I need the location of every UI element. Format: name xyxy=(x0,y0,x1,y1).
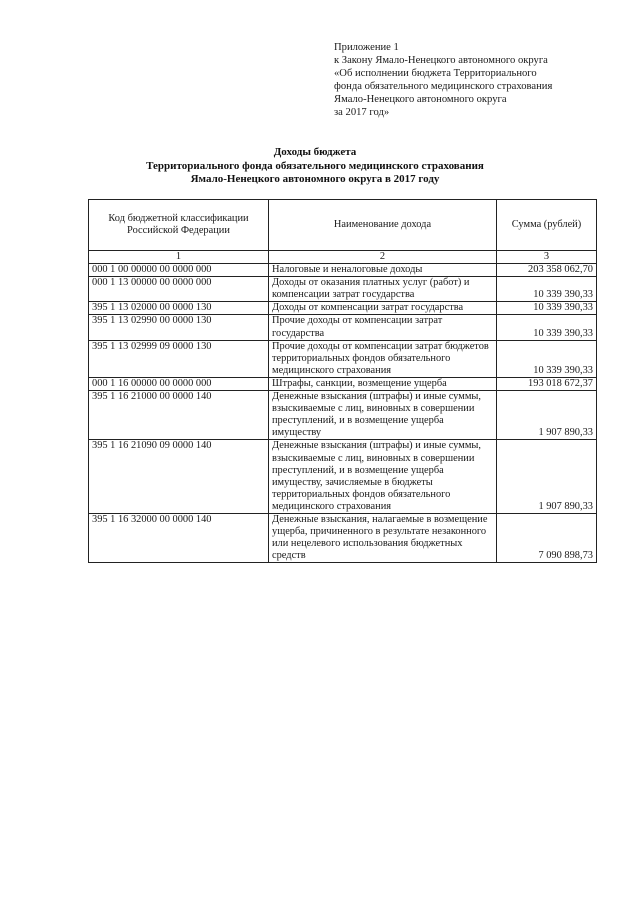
appendix-note xyxy=(334,42,624,119)
column-number: 2 xyxy=(269,251,497,264)
header-amount: Сумма (рублей) xyxy=(497,200,597,251)
table-row xyxy=(89,264,597,277)
row-code: 000 1 13 00000 00 0000 000 xyxy=(89,277,269,302)
row-amount: 203 358 062,70 xyxy=(497,264,597,277)
row-code: 000 1 16 00000 00 0000 000 xyxy=(89,377,269,390)
appendix-line: Ямало-Ненецкого автономного округа xyxy=(334,93,507,105)
row-name: Денежные взыскания (штрафы) и иные суммы, взыскиваемые с лиц, виновных в совершении преступлений, и в возмещение ущерба имуществу, зачисляемые в бюджеты территориальных фондов обязательного медицинского страхования xyxy=(269,440,497,514)
row-name: Штрафы, санкции, возмещение ущерба xyxy=(269,377,497,390)
row-amount: 10 339 390,33 xyxy=(497,340,597,377)
table-row xyxy=(89,513,597,562)
row-name: Прочие доходы от компенсации затрат государства xyxy=(269,315,497,340)
column-number: 3 xyxy=(497,251,597,264)
document-title xyxy=(0,146,630,187)
title-line-1: Доходы бюджета xyxy=(273,146,357,158)
row-amount: 1 907 890,33 xyxy=(497,391,597,440)
row-code: 395 1 13 02990 00 0000 130 xyxy=(89,315,269,340)
title-line-2: Территориального фонда обязательного медицинского страхования xyxy=(146,159,484,172)
table-row xyxy=(89,391,597,440)
header-code: Код бюджетной классификации Российской Федерации xyxy=(89,200,269,251)
table-row xyxy=(89,315,597,340)
appendix-line: фонда обязательного медицинского страхования xyxy=(334,80,553,92)
row-code: 395 1 16 21090 09 0000 140 xyxy=(89,440,269,514)
row-amount: 193 018 672,37 xyxy=(497,377,597,390)
row-name: Денежные взыскания, налагаемые в возмещение ущерба, причиненного в результате незаконного или нецелевого использования бюджетных средств xyxy=(269,513,497,562)
row-amount: 1 907 890,33 xyxy=(497,440,597,514)
table-row xyxy=(89,377,597,390)
row-code: 395 1 16 32000 00 0000 140 xyxy=(89,513,269,562)
row-amount: 7 090 898,73 xyxy=(497,513,597,562)
appendix-line: к Закону Ямало-Ненецкого автономного округа xyxy=(334,54,548,66)
table-row xyxy=(89,340,597,377)
appendix-line: Приложение 1 xyxy=(334,42,399,53)
header-name: Наименование дохода xyxy=(269,200,497,251)
column-number: 1 xyxy=(89,251,269,264)
row-amount: 10 339 390,33 xyxy=(497,315,597,340)
row-amount: 10 339 390,33 xyxy=(497,302,597,315)
table-header-row xyxy=(89,200,597,251)
row-code: 395 1 13 02000 00 0000 130 xyxy=(89,302,269,315)
income-table xyxy=(88,199,597,563)
row-code: 000 1 00 00000 00 0000 000 xyxy=(89,264,269,277)
title-line-3: Ямало-Ненецкого автономного округа в 2017 году xyxy=(190,173,440,185)
table-row xyxy=(89,440,597,514)
appendix-line: за 2017 год» xyxy=(334,106,390,118)
table-row xyxy=(89,277,597,302)
row-name: Доходы от оказания платных услуг (работ) и компенсации затрат государства xyxy=(269,277,497,302)
row-name: Денежные взыскания (штрафы) и иные суммы, взыскиваемые с лиц, виновных в совершении преступлений, и в возмещение ущерба имуществу xyxy=(269,391,497,440)
row-name: Доходы от компенсации затрат государства xyxy=(269,302,497,315)
appendix-line: «Об исполнении бюджета Территориального xyxy=(334,67,537,79)
row-amount: 10 339 390,33 xyxy=(497,277,597,302)
column-number-row xyxy=(89,251,597,264)
row-code: 395 1 13 02999 09 0000 130 xyxy=(89,340,269,377)
table-row xyxy=(89,302,597,315)
row-name: Прочие доходы от компенсации затрат бюджетов территориальных фондов обязательного медицинского страхования xyxy=(269,340,497,377)
row-name: Налоговые и неналоговые доходы xyxy=(269,264,497,277)
row-code: 395 1 16 21000 00 0000 140 xyxy=(89,391,269,440)
